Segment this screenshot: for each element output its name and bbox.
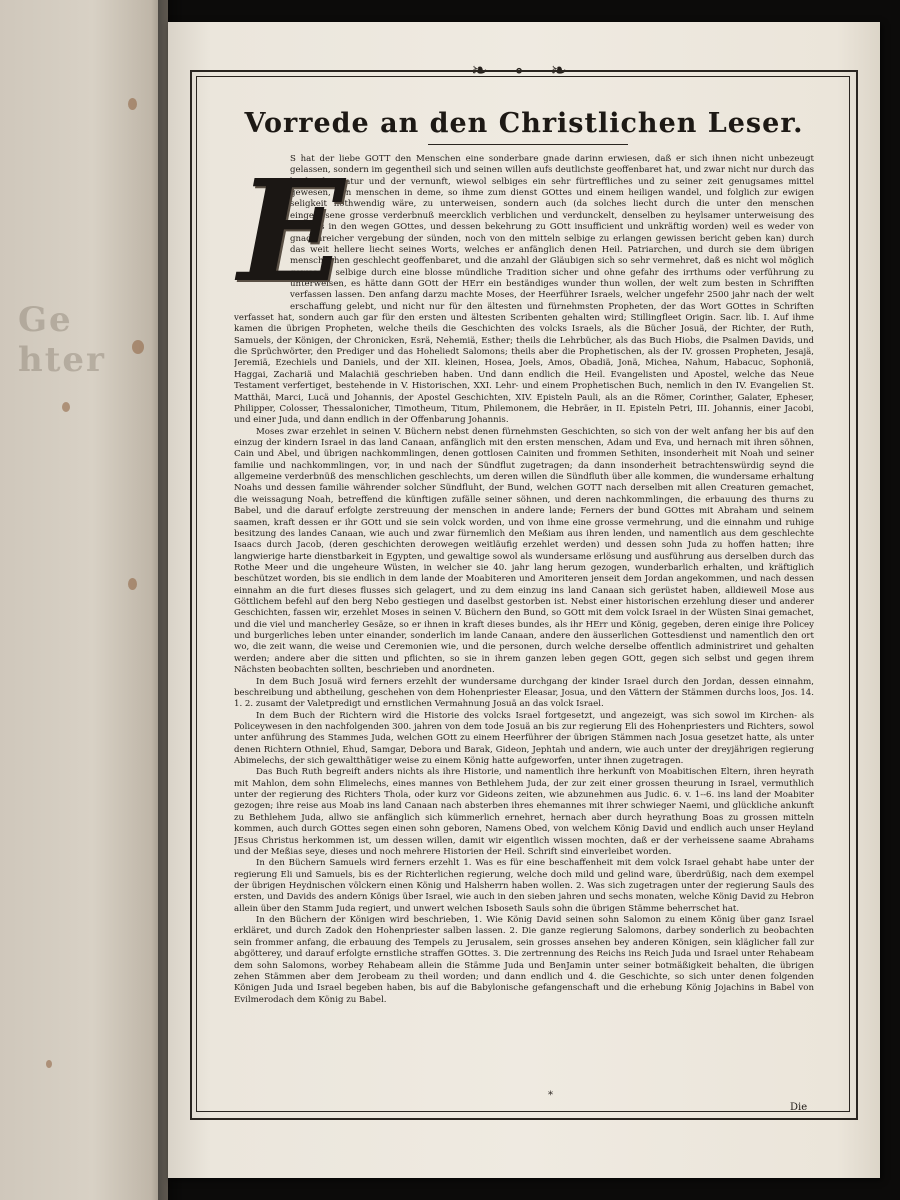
title-rule: [428, 144, 628, 145]
header-ornament: ❧ ∘ ❧: [470, 58, 578, 82]
paragraph: In den Büchern der Königen wird beschrieben, 1. Wie König David seinen sohn Salomon zu einem König über ganz Israel erkläret, und durch Zadok den Hohenpriester salben lassen. 2. Die ganze regierung Salomons, darbey sonderlich zu beobachten sein frommer anfang, die erbauung des Tempels zu Jerusalem, sein grosses ansehen bey anderen Königen, sein kläglicher fall zur abgötterey, und darauf erfolgte ernstliche straffen GOttes. 3. Die zertrennung des Reichs ins Reich Juda und Israel unter Rehabeam dem sohn Salomons, worbey Rehabeam allein die Stämme Juda und BenJamin unter seiner botmäßigkeit behalten, die übrigen zehen Stämmen aber dem Jerobeam zu theil worden; und dann endlich und 4. die Geschichte, so sich unter denen folgenden Königen Juda und Israel begeben haben, bis auf die Babylonische gefangenschaft und die erhebung König Jojachins in Babel von Evilmerodach dem König zu Babel.: [234, 915, 814, 1005]
bleed-through-text: Ge hter: [18, 300, 106, 380]
page-title: Vorrede an den Christlichen Leser.: [244, 108, 804, 139]
drop-cap-initial: E: [238, 150, 345, 314]
paragraph: In dem Buch Josuä wird ferners erzehlt der wundersame durchgang der kinder Israel durch den Jordan, dessen einnahm, beschreibung und abtheilung, geschehen von dem Hohenpriester Eleasar, Josua, und den Vättern der Stämmen durchs loos, Jos. 14. 1. 2. zusamt der Valetpredigt und ernstlichen Vermahnung Josuä an das volck Israel.: [234, 676, 814, 710]
paragraph: Moses zwar erzehlet in seinen V. Büchern nebst denen fürnehmsten Geschichten, so sich von der welt anfang her bis auf den einzug der kindern Israel in das land Canaan, anfänglich mit den ersten menschen, Adam und Eva, und hernach mit ihren söhnen, Cain und Abel, und übrigen nachkommlingen, denen gottlosen Cainiten und frommen Sethiten, insonderheit mit Noah und seiner familie und nachkommlingen, vor, in und nach der Sündflut zugetragen; da dann insonderheit betrachtenswürdig seynd die allgemeine verderbnüß des menschlichen geschlechts, um deren willen die Sündfluth über alle kommen, die wundersame erhaltung Noahs und dessen familie währender solcher Sündfluht, der Bund, welchen GOTT nach derselben mit allen Creaturen gemachet, die weissagung Noah, betreffend die künftigen zufälle seiner söhnen, und deren nachkommlingen, die erbauung des thurns zu Babel, und die darauf erfolgte zerstreuung der menschen in andere lande; Ferners der bund GOttes mit Abraham und seinem saamen, kraft dessen er ihr GOtt und sie sein volck worden, und von ihme eine grosse vermehrung, und die einnahm und ruhige besitzung des landes Canaan, wie auch und zwar fürnemlich den Meßiam aus ihren lenden, und namentlich aus dem geschlechte Isaacs durch Jacob, (deren geschichten derowegen weitläufig erzehlet werden) und dessen sohn Juda zu hoffen hatten; ihre langwierige harte dienstbarkeit in Egypten, und gewaltige sowol als wundersame erlösung und ausführung aus derselben durch das Rothe Meer und die ungeheure Wüsten, in welcher sie 40. jahr lang herum gezogen, wunderbarlich erhalten, und kräftiglich beschützet worden, bis sie endlich in dem lande der Moabiteren und Amoriteren jenseit dem Jordan angekommen, und nach dessen einnahm an die furt dieses flusses sich gelagert, und zu dem einzug ins land Canaan sich gerüstet haben, alldieweil Mose aus Göttlichem befehl auf den berg Nebo gestiegen und daselbst gestorben ist. Nebst einer historischen erzehlung dieser und anderer Geschichten, fassen wir, erzehlet Moses in seinen V. Büchern den Bund, so GOtt mit dem volck Israel in der Wüsten Sinai gemachet, und die viel und mancherley Gesäze, so er ihnen in kraft dieses bundes, als ihr HErr und König, gegeben, deren einige ihre Policey und burgerliches leben unter einander, sonderlich im lande Canaan, andere den äusserlichen Gottesdienst und namentlich den ort wo, die zeit wann, die weise und Ceremonien wie, und die personen, durch welche derselbe offentlich administriret und gehalten werden; andere aber die sitten und pflichten, so sie in ihrem ganzen leben gegen GOtt, gegen sich selbst und gegen ihrem Nächsten beobachten sollten, beschrieben und anordneten.: [234, 426, 814, 676]
paragraph: S hat der liebe GOTT den Menschen eine sonderbare gnade darinn erwiesen, daß er sich ihnen nicht unbezeugt gelassen, sondern im gegentheil sich und seinen willen aufs deutlichste geoffenbaret hat, und zwar nicht nur durch das liecht der natur und der vernunft, wiewol selbiges ein sehr fürtreffliches und zu seiner zeit genugsames mittel gewesen, den menschen in deme, so ihme zum dienst GOttes und einem heiligen wandel, und folglich zur ewigen seligkeit nothwendig wäre, zu unterweisen, sondern auch (da solches liecht durch die unter den menschen eingerissene grosse verderbnuß meercklich verblichen und verdunckelt, denselben zu heylsamer unterweisung des sünders in den wegen GOttes, und dessen bekehrung zu GOtt insufficient und unkräftig worden) weil es weder von gnadenreicher vergebung der sünden, noch von den mitteln selbige zu erlangen gewissen bericht geben kan) durch das weit hellere liecht seines Worts, welches er anfänglich denen Heil. Patriarchen, und durch sie dem übrigen menschlichen geschlecht geoffenbaret, und die anzahl der Gläubigen sich so sehr vermehret, daß es nicht wol möglich gewesen, selbige durch eine blosse mündliche Tradition sicher und ohne gefahr des irrthums oder verführung zu unterweisen, es hätte dann GOtt der HErr ein beständiges wunder thun wollen, der welt zum besten in Schrifften verfassen lassen. Den anfang darzu machte Moses, der Heerführer Israels, welcher ungefehr 2500 jahr nach der welt erschaffung gelebt, und nicht nur für den ältesten und fürnehmsten Propheten, der das Wort GOttes in Schriften verfasset hat, sondern auch gar für den ersten und ältesten Scribenten gehalten wird; Stillingfleet Origin. Sacr. lib. I. Auf ihme kamen die übrigen Propheten, welche theils die Geschichten des volcks Israels, als die Bücher Josuä, der Richter, der Ruth, Samuels, der Königen, der Chronicken, Esrä, Nehemiä, Esther; theils die Lehrbücher, als das Buch Hiobs, die Psalmen Davids, und die Sprüchwörter, den Prediger und das Hoheliedt Salomons; theils aber die Prophetischen, als der IV. grossen Propheten, Jesajä, Jeremiä, Ezechiels und Daniels, und der XII. kleinen, Hosea, Joels, Amos, Obadiä, Jonä, Michea, Nahum, Habacuc, Sophoniä, Haggai, Zachariä und Malachiä geschrieben haben. Und dann endlich die Heil. Evangelisten und Apostel, welche das Neue Testament verfertiget, bestehende in V. Historischen, XXI. Lehr- und einem Prophetischen Buch, nemlich in den IV. Evangelien St. Matthäi, Marci, Lucä und Johannis, der Apostel Geschichten, XIV. Episteln Pauli, als an die Römer, Corinther, Galater, Epheser, Philipper, Colosser, Thessalonicher, Timotheum, Titum, Philemonem, die Hebräer, in II. Episteln Petri, III. Johannis, einer Jacobi, und einer Juda, und dann endlich in der Offenbarung Johannis.: [234, 154, 814, 426]
foxing-spot: [128, 98, 137, 110]
paragraph: Das Buch Ruth begreift anders nichts als ihre Historie, und namentlich ihre herkunft von Moabitischen Eltern, ihren heyrath mit Mahlon, dem sohn Elimelechs, eines mannes von Bethlehem Juda, der zur zeit einer grossen theurung in Israel, vermuthlich unter der regierung des Richters Thola, oder kurz vor Gideons zeiten, wie abzunehmen aus Judic. 6. v. 1--6. ins land der Moabiter gezogen; ihre reise aus Moab ins land Canaan nach absterben ihres ehemannes mit ihrer schwieger Naemi, und glückliche ankunft zu Bethlehem Juda, allwo sie anfänglich sich kümmerlich ernehret, hernach aber durch heyrathung Boas zu grossen mitteln kommen, auch durch GOttes segen einen sohn geboren, Namens Obed, von welchem König David und endlich auch unser Heyland JEsus Christus herkommen ist, um dessen willen, damit wir eigentlich wissen mochten, daß er der verheissene saame Abrahams und der Meßias seye, dieses und noch mehrere Historien der Heil. Schrift sind einverleibet worden.: [234, 767, 814, 857]
foxing-spot: [132, 340, 144, 354]
catchword: Die: [790, 1102, 808, 1113]
foxing-spot: [62, 402, 70, 412]
paragraph: In dem Buch der Richtern wird die Historie des volcks Israel fortgesetzt, und angezeigt, was sich sowol im Kirchen- als Policeywesen in den nachfolgenden 300. jahren von dem tode Josuä an bis zur regierung Eli des Hohenpriesters und Richters, sowol unter anführung des Stammes Juda, welchen GOtt zu einem Heerführer der übrigen Stämmen nach Josua gesetzet hatte, als unter denen Richtern Othniel, Ehud, Samgar, Debora und Barak, Gideon, Jephtah und andern, wie auch unter der dreyjährigen regierung Abimelechs, der sich gewaltthätiger weise zu einem König hatte aufgeworfen, unter ihnen zugetragen.: [234, 710, 814, 767]
facing-page-left: [0, 0, 168, 1200]
foxing-spot: [46, 1060, 52, 1068]
foxing-spot: [128, 578, 137, 590]
paragraph: In den Büchern Samuels wird ferners erzehlt 1. Was es für eine beschaffenheit mit dem volck Israel gehabt habe unter der regierung Eli und Samuels, bis es der Richterlichen regierung, welche doch mild und gelind ware, überdrüßig, nach dem exempel der übrigen Heydnischen völckern einen König und Halsherrn haben wollen. 2. Was sich zugetragen unter der regierung Sauls des ersten, und Davids des andern Königs über Israel, wie auch in den sieben jahren und sechs monaten, welche König David zu Hebron allein über den Stamm Juda regiert, und unwert welchen Isboseth Sauls sohn die übrigen Stämme beherrschet hat.: [234, 858, 814, 914]
bottom-mark: *: [548, 1090, 553, 1101]
document-page: [168, 22, 880, 1178]
